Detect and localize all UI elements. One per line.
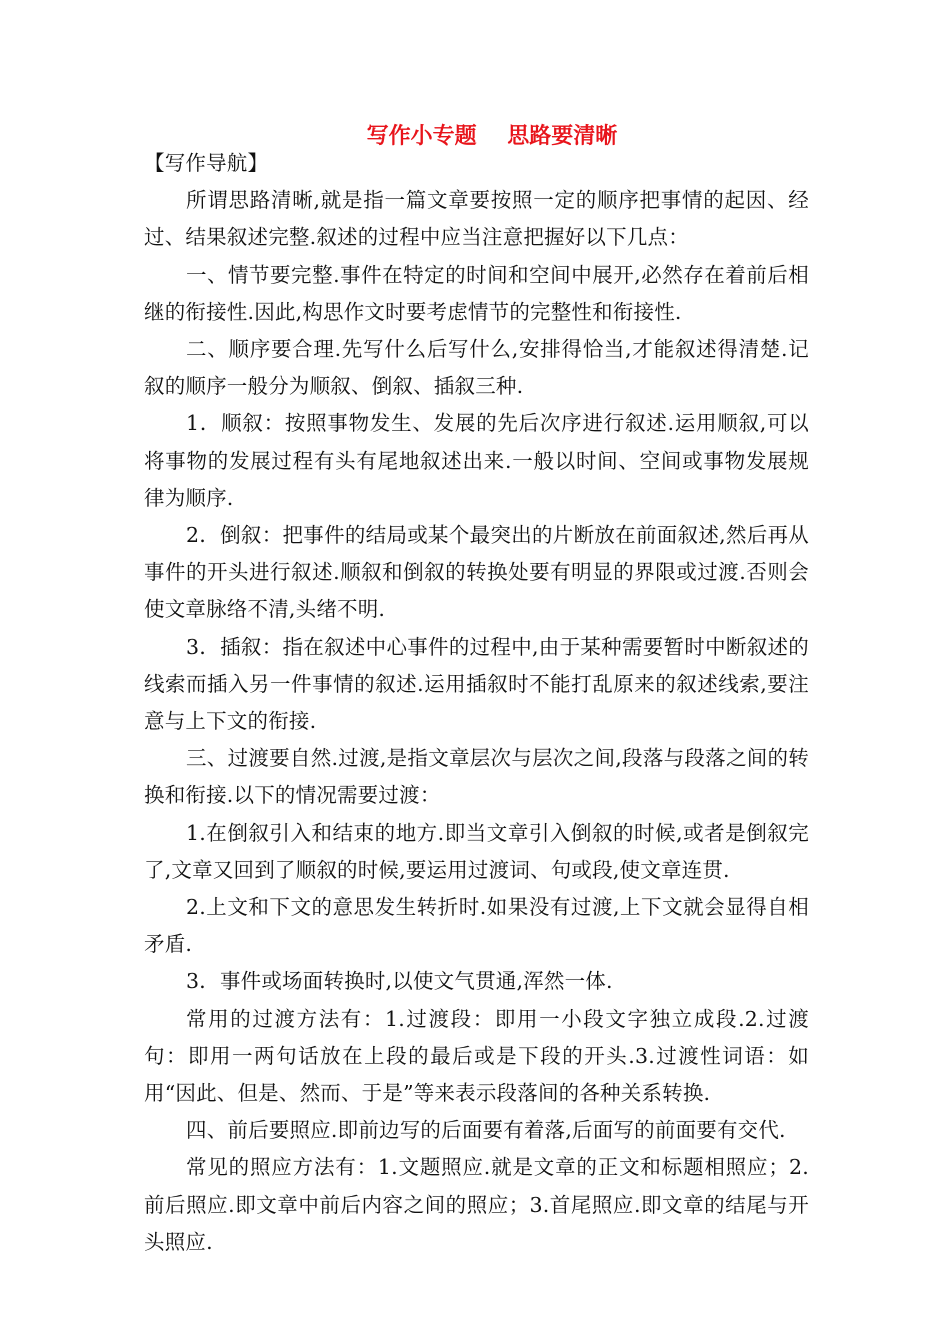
paragraph-transition-methods: 常用的过渡方法有：1.过渡段：即用一小段文字独立成段.2.过渡句：即用一两句话放在上段的最后或是下段的开头.3.过渡性词语：如用“因此、但是、然而、于是”等来表示段落间的各种关系转换.	[144, 1006, 809, 1106]
paragraph-chronological: 1．顺叙：按照事物发生、发展的先后次序进行叙述.运用顺叙,可以将事物的发展过程有头有尾地叙述出来.一般以时间、空间或事物发展规律为顺序.	[144, 411, 809, 510]
paragraph-transition-case-3: 3．事件或场面转换时,以使文气贯通,浑然一体.	[186, 969, 613, 994]
paragraph-transition-case-1: 1.在倒叙引入和结束的地方.即当文章引入倒叙的时候,或者是倒叙完了,文章又回到了顺叙的时候,要运用过渡词、句或段,使文章连贯.	[144, 820, 809, 882]
paragraph-echo-methods: 常见的照应方法有：1.文题照应.就是文章的正文和标题相照应；2.前后照应.即文章中前后内容之间的照应；3.首尾照应.即文章的结尾与开头照应.	[144, 1155, 809, 1254]
paragraph-flashback: 2．倒叙：把事件的结局或某个最突出的片断放在前面叙述,然后再从事件的开头进行叙述.顺叙和倒叙的转换处要有明显的界限或过渡.否则会使文章脉络不清,头绪不明.	[144, 523, 809, 622]
paragraph-intro: 所谓思路清晰,就是指一篇文章要按照一定的顺序把事情的起因、经过、结果叙述完整.叙述的过程中应当注意把握好以下几点：	[144, 188, 809, 250]
paragraph-point-3-transition: 三、过渡要自然.过渡,是指文章层次与层次之间,段落与段落之间的转换和衔接.以下的情况需要过渡：	[144, 746, 809, 808]
paragraph-point-1-plot: 一、情节要完整.事件在特定的时间和空间中展开,必然存在着前后相继的衔接性.因此,构思作文时要考虑情节的完整性和衔接性.	[144, 262, 809, 324]
paragraph-point-2-order: 二、顺序要合理.先写什么后写什么,安排得恰当,才能叙述得清楚.记叙的顺序一般分为顺叙、倒叙、插叙三种.	[144, 337, 809, 399]
section-heading: 【写作导航】	[144, 151, 269, 175]
document-body	[144, 145, 809, 1261]
paragraph-transition-case-2: 2.上文和下文的意思发生转折时.如果没有过渡,上下文就会显得自相矛盾.	[144, 895, 809, 957]
paragraph-point-4-echo: 四、前后要照应.即前边写的后面要有着落,后面写的前面要有交代.	[186, 1118, 786, 1143]
paragraph-interpolation: 3．插叙：指在叙述中心事件的过程中,由于某种需要暂时中断叙述的线索而插入另一件事情的叙述.运用插叙时不能打乱原来的叙述线索,要注意与上下文的衔接.	[144, 634, 809, 734]
document-title: 写作小专题 思路要清晰	[366, 123, 618, 149]
